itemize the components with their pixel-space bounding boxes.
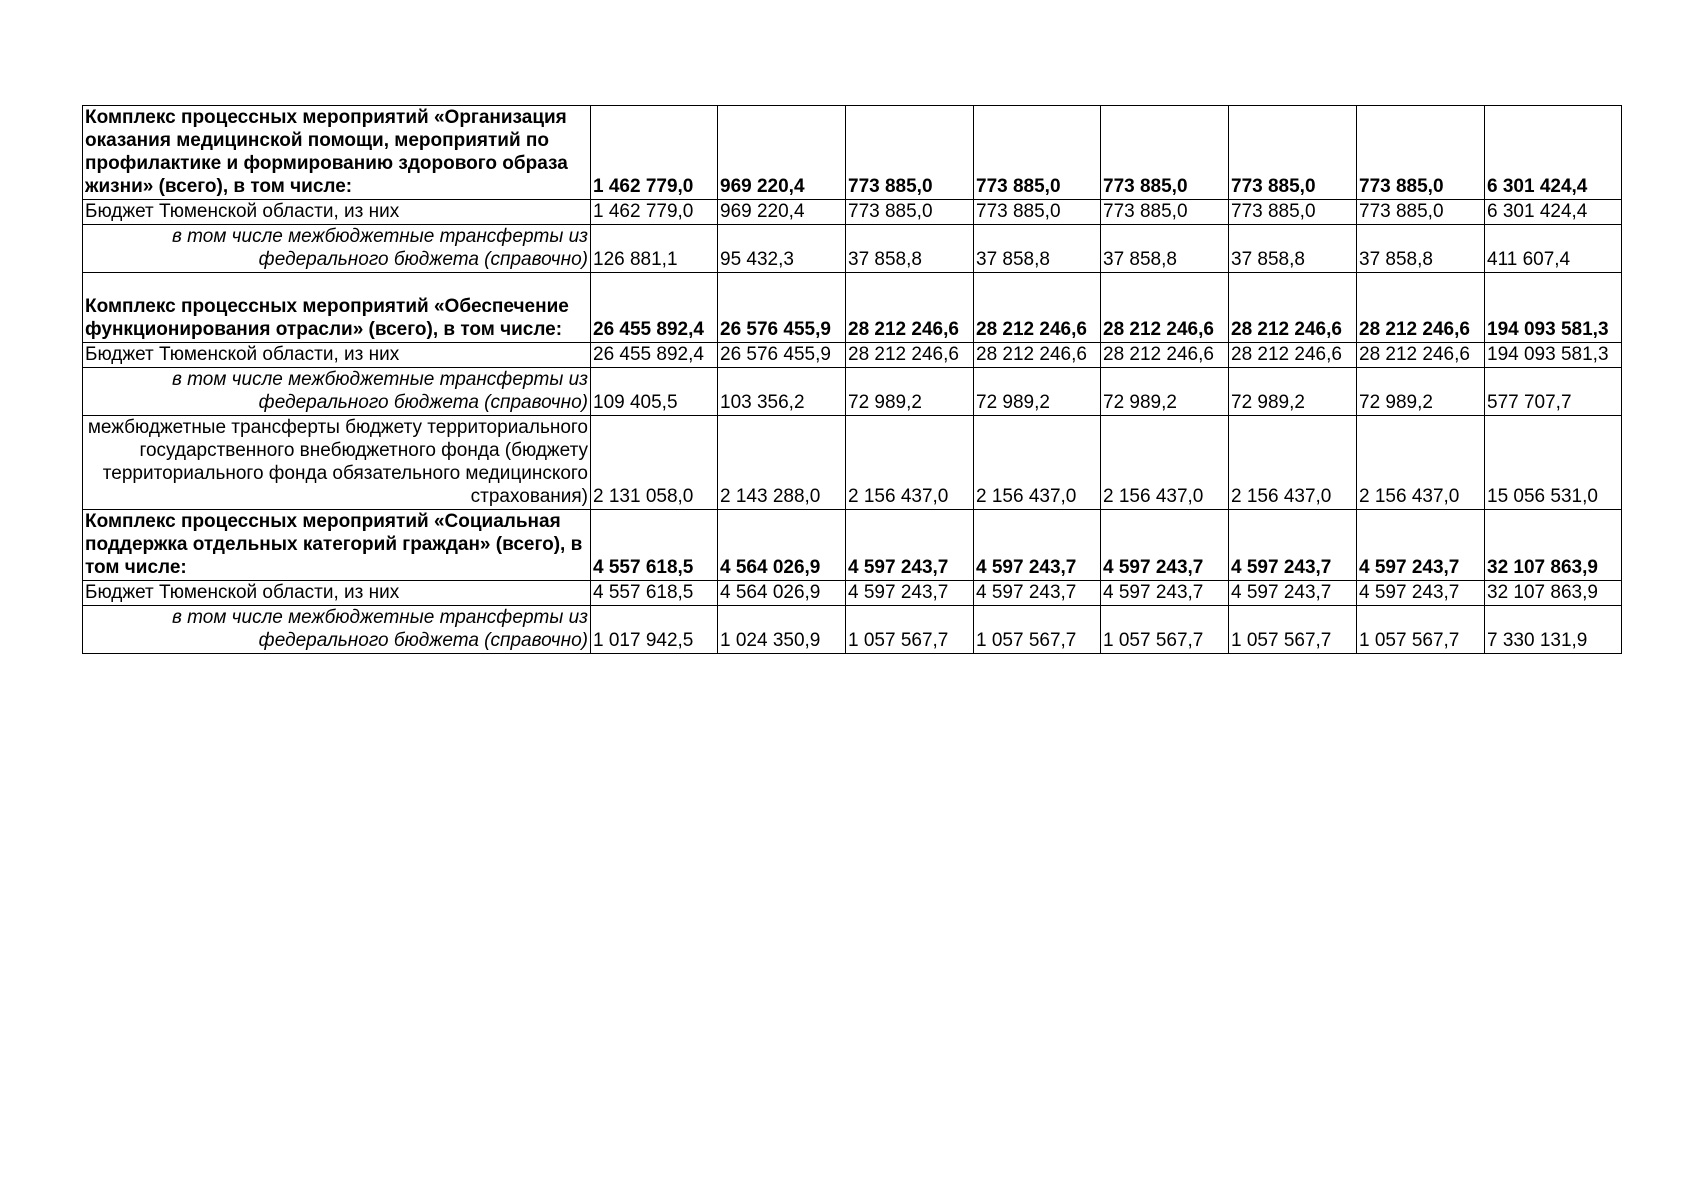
row-label: межбюджетные трансферты бюджету территориального государственного внебюджетного фонда (бюджету территориального фонда обязательного медицинского страхования) <box>83 416 591 510</box>
value-cell: 26 455 892,4 <box>591 343 718 368</box>
value-cell: 28 212 246,6 <box>1229 273 1357 343</box>
row-label: Комплекс процессных мероприятий «Социальная поддержка отдельных категорий граждан» (всего), в том числе: <box>83 510 591 581</box>
value-cell: 4 597 243,7 <box>846 510 974 581</box>
value-cell: 109 405,5 <box>591 368 718 416</box>
document-sheet <box>82 105 1621 654</box>
value-cell: 969 220,4 <box>718 106 846 200</box>
value-cell: 773 885,0 <box>1357 106 1485 200</box>
value-cell: 4 597 243,7 <box>1357 510 1485 581</box>
value-cell: 4 557 618,5 <box>591 581 718 606</box>
value-cell: 1 024 350,9 <box>718 606 846 654</box>
table-row <box>83 225 1622 273</box>
row-label: Комплекс процессных мероприятий «Организация оказания медицинской помощи, мероприятий по профилактике и формированию здорового образа жизни» (всего), в том числе: <box>83 106 591 200</box>
value-cell: 1 017 942,5 <box>591 606 718 654</box>
row-label: в том числе межбюджетные трансферты из федерального бюджета (справочно) <box>83 368 591 416</box>
value-cell: 773 885,0 <box>1357 200 1485 225</box>
value-cell: 1 057 567,7 <box>1101 606 1229 654</box>
value-cell: 4 597 243,7 <box>1357 581 1485 606</box>
total-cell: 15 056 531,0 <box>1485 416 1622 510</box>
row-label: в том числе межбюджетные трансферты из федерального бюджета (справочно) <box>83 225 591 273</box>
value-cell: 2 131 058,0 <box>591 416 718 510</box>
budget-table <box>82 105 1622 654</box>
table-row <box>83 273 1622 343</box>
table-row <box>83 343 1622 368</box>
row-label: Бюджет Тюменской области, из них <box>83 343 591 368</box>
value-cell: 2 156 437,0 <box>846 416 974 510</box>
value-cell: 28 212 246,6 <box>846 273 974 343</box>
total-cell: 577 707,7 <box>1485 368 1622 416</box>
value-cell: 26 576 455,9 <box>718 343 846 368</box>
value-cell: 72 989,2 <box>846 368 974 416</box>
value-cell: 37 858,8 <box>1229 225 1357 273</box>
total-cell: 32 107 863,9 <box>1485 510 1622 581</box>
value-cell: 4 564 026,9 <box>718 581 846 606</box>
value-cell: 4 557 618,5 <box>591 510 718 581</box>
value-cell: 2 156 437,0 <box>1357 416 1485 510</box>
table-row <box>83 510 1622 581</box>
value-cell: 773 885,0 <box>1229 200 1357 225</box>
value-cell: 4 597 243,7 <box>1101 510 1229 581</box>
total-cell: 6 301 424,4 <box>1485 200 1622 225</box>
value-cell: 773 885,0 <box>846 106 974 200</box>
table-row <box>83 416 1622 510</box>
table-row <box>83 606 1622 654</box>
value-cell: 37 858,8 <box>1357 225 1485 273</box>
value-cell: 1 057 567,7 <box>1229 606 1357 654</box>
row-label: Бюджет Тюменской области, из них <box>83 200 591 225</box>
value-cell: 72 989,2 <box>1101 368 1229 416</box>
table-row <box>83 200 1622 225</box>
value-cell: 72 989,2 <box>974 368 1101 416</box>
value-cell: 2 156 437,0 <box>974 416 1101 510</box>
value-cell: 1 057 567,7 <box>846 606 974 654</box>
value-cell: 28 212 246,6 <box>1101 343 1229 368</box>
total-cell: 6 301 424,4 <box>1485 106 1622 200</box>
total-cell: 411 607,4 <box>1485 225 1622 273</box>
value-cell: 37 858,8 <box>1101 225 1229 273</box>
value-cell: 28 212 246,6 <box>974 343 1101 368</box>
value-cell: 72 989,2 <box>1357 368 1485 416</box>
table-row <box>83 368 1622 416</box>
value-cell: 4 597 243,7 <box>974 510 1101 581</box>
table-row <box>83 106 1622 200</box>
value-cell: 2 156 437,0 <box>1101 416 1229 510</box>
value-cell: 4 597 243,7 <box>846 581 974 606</box>
value-cell: 26 455 892,4 <box>591 273 718 343</box>
value-cell: 4 597 243,7 <box>1229 510 1357 581</box>
value-cell: 773 885,0 <box>974 106 1101 200</box>
value-cell: 4 564 026,9 <box>718 510 846 581</box>
value-cell: 72 989,2 <box>1229 368 1357 416</box>
value-cell: 773 885,0 <box>974 200 1101 225</box>
value-cell: 37 858,8 <box>846 225 974 273</box>
budget-table-body <box>83 106 1622 654</box>
value-cell: 773 885,0 <box>1229 106 1357 200</box>
value-cell: 773 885,0 <box>1101 106 1229 200</box>
value-cell: 28 212 246,6 <box>846 343 974 368</box>
value-cell: 103 356,2 <box>718 368 846 416</box>
value-cell: 26 576 455,9 <box>718 273 846 343</box>
value-cell: 773 885,0 <box>846 200 974 225</box>
value-cell: 2 143 288,0 <box>718 416 846 510</box>
total-cell: 7 330 131,9 <box>1485 606 1622 654</box>
value-cell: 28 212 246,6 <box>1357 343 1485 368</box>
value-cell: 28 212 246,6 <box>1229 343 1357 368</box>
value-cell: 28 212 246,6 <box>974 273 1101 343</box>
value-cell: 37 858,8 <box>974 225 1101 273</box>
value-cell: 1 462 779,0 <box>591 200 718 225</box>
total-cell: 32 107 863,9 <box>1485 581 1622 606</box>
row-label: Комплекс процессных мероприятий «Обеспечение функционирования отрасли» (всего), в том числе: <box>83 273 591 343</box>
value-cell: 4 597 243,7 <box>1101 581 1229 606</box>
value-cell: 1 057 567,7 <box>1357 606 1485 654</box>
value-cell: 28 212 246,6 <box>1357 273 1485 343</box>
value-cell: 95 432,3 <box>718 225 846 273</box>
value-cell: 126 881,1 <box>591 225 718 273</box>
value-cell: 969 220,4 <box>718 200 846 225</box>
value-cell: 1 462 779,0 <box>591 106 718 200</box>
table-row <box>83 581 1622 606</box>
value-cell: 4 597 243,7 <box>1229 581 1357 606</box>
value-cell: 2 156 437,0 <box>1229 416 1357 510</box>
value-cell: 1 057 567,7 <box>974 606 1101 654</box>
value-cell: 773 885,0 <box>1101 200 1229 225</box>
row-label: Бюджет Тюменской области, из них <box>83 581 591 606</box>
total-cell: 194 093 581,3 <box>1485 273 1622 343</box>
value-cell: 28 212 246,6 <box>1101 273 1229 343</box>
total-cell: 194 093 581,3 <box>1485 343 1622 368</box>
row-label: в том числе межбюджетные трансферты из федерального бюджета (справочно) <box>83 606 591 654</box>
value-cell: 4 597 243,7 <box>974 581 1101 606</box>
